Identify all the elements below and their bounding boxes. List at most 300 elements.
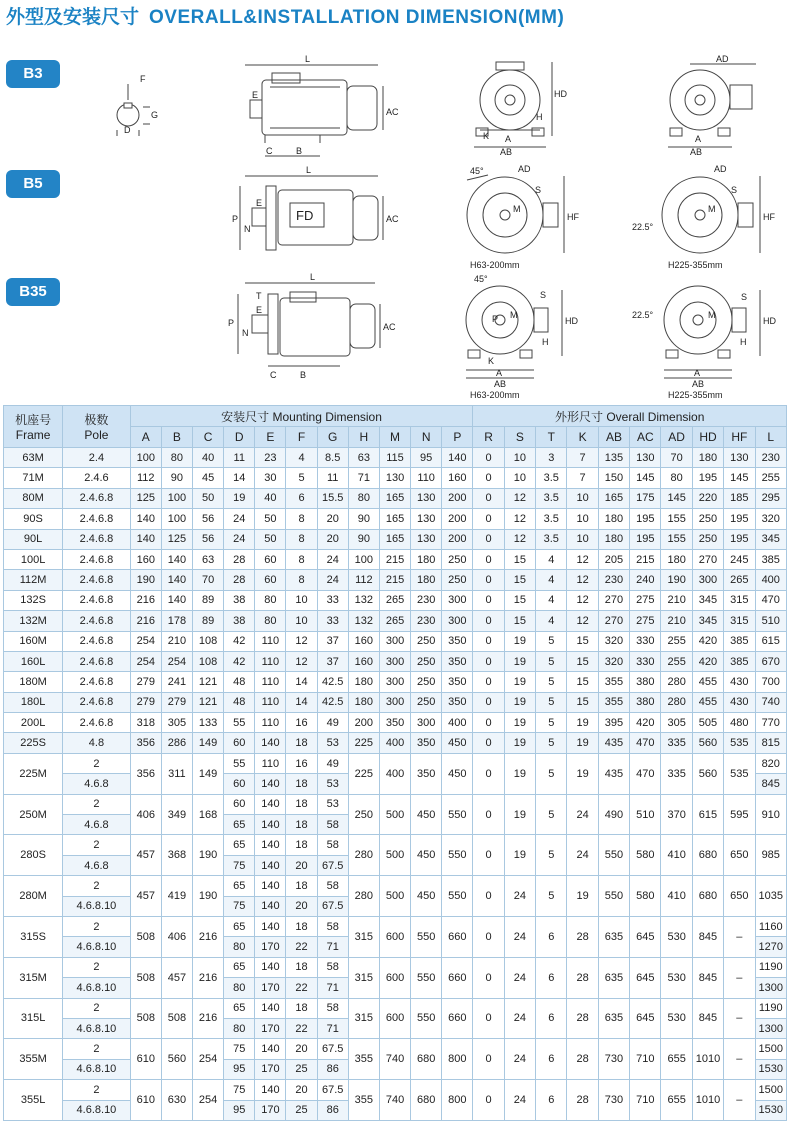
value-cell-l: 255: [755, 468, 787, 488]
value-cell-s: 19: [504, 692, 535, 712]
value-cell-k: 15: [567, 672, 598, 692]
value-cell-ab: 320: [598, 651, 629, 671]
table-row: [4, 957, 787, 977]
value-cell-f: 18: [286, 794, 317, 814]
column-header-k: K: [567, 427, 598, 448]
value-cell-t: 5: [536, 794, 567, 835]
value-cell-ab: 730: [598, 1039, 629, 1080]
value-cell-p: 200: [442, 509, 473, 529]
value-cell-hf: 265: [724, 570, 755, 590]
value-cell-c: 63: [193, 549, 224, 569]
value-cell-hd: 680: [692, 835, 723, 876]
column-header-r: R: [473, 427, 504, 448]
pole-cell: 2.4.6.8: [63, 549, 131, 569]
pole-cell: 2: [63, 957, 131, 977]
value-cell-m: 265: [379, 590, 410, 610]
value-cell-l: 1500: [755, 1039, 787, 1059]
value-cell-k: 15: [567, 692, 598, 712]
value-cell-e: 140: [255, 998, 286, 1018]
value-cell-g: 49: [317, 713, 348, 733]
value-cell-n: 300: [411, 713, 442, 733]
value-cell-d: 65: [224, 998, 255, 1018]
value-cell-m: 400: [379, 733, 410, 753]
value-cell-p: 350: [442, 631, 473, 651]
value-cell-k: 12: [567, 570, 598, 590]
value-cell-ad: 70: [661, 448, 692, 468]
value-cell-r: 0: [473, 468, 504, 488]
value-cell-r: 0: [473, 1080, 504, 1121]
frame-cell: 90L: [4, 529, 63, 549]
value-cell-ad: 530: [661, 916, 692, 957]
dimension-table: [3, 405, 787, 1121]
label-p-b35: P: [228, 318, 235, 328]
table-row: [4, 672, 787, 692]
value-cell-r: 0: [473, 1039, 504, 1080]
value-cell-p: 800: [442, 1080, 473, 1121]
value-cell-k: 12: [567, 549, 598, 569]
value-cell-n: 250: [411, 672, 442, 692]
label-a-b35: A: [496, 368, 503, 378]
label-c-b3: C: [266, 146, 273, 156]
value-cell-n: 230: [411, 590, 442, 610]
value-cell-e: 110: [255, 692, 286, 712]
value-cell-hf: 480: [724, 713, 755, 733]
value-cell-hd: 845: [692, 916, 723, 957]
b3-front-view-large-drawing: [668, 64, 756, 147]
pole-cell: 4.6.8.10: [63, 978, 131, 998]
label-d: D: [124, 125, 131, 135]
b5-flange-view-small-drawing: [467, 175, 564, 253]
value-cell-c: 254: [193, 1080, 224, 1121]
pole-cell: 2: [63, 876, 131, 896]
label-g: G: [151, 110, 159, 120]
value-cell-t: 6: [536, 1080, 567, 1121]
value-cell-a: 508: [130, 998, 161, 1039]
section-badge-b3: B3: [6, 60, 60, 88]
value-cell-f: 12: [286, 651, 317, 671]
value-cell-p: 160: [442, 468, 473, 488]
value-cell-h: 225: [348, 733, 379, 753]
value-cell-c: 45: [193, 468, 224, 488]
value-cell-m: 265: [379, 611, 410, 631]
column-header-t: T: [536, 427, 567, 448]
label-m-b5: M: [513, 204, 521, 214]
label-fd: FD: [296, 208, 314, 223]
value-cell-ab: 635: [598, 957, 629, 998]
value-cell-g: 58: [317, 835, 348, 855]
value-cell-e: 23: [255, 448, 286, 468]
value-cell-t: 4: [536, 590, 567, 610]
value-cell-a: 254: [130, 651, 161, 671]
value-cell-f: 25: [286, 1100, 317, 1120]
value-cell-f: 20: [286, 1080, 317, 1100]
value-cell-d: 14: [224, 468, 255, 488]
value-cell-m: 350: [379, 713, 410, 733]
value-cell-ab: 270: [598, 611, 629, 631]
value-cell-e: 110: [255, 713, 286, 733]
value-cell-d: 48: [224, 672, 255, 692]
pole-cell: 2.4.6: [63, 468, 131, 488]
value-cell-m: 740: [379, 1080, 410, 1121]
value-cell-f: 22: [286, 978, 317, 998]
label-e-b3: E: [252, 90, 259, 100]
value-cell-l: 1530: [755, 1100, 787, 1120]
pole-cell: 2.4.6.8: [63, 590, 131, 610]
value-cell-e: 110: [255, 753, 286, 773]
value-cell-e: 140: [255, 815, 286, 835]
value-cell-ac: 130: [630, 448, 661, 468]
value-cell-f: 18: [286, 774, 317, 794]
value-cell-h: 225: [348, 753, 379, 794]
value-cell-n: 250: [411, 651, 442, 671]
value-cell-t: 4: [536, 570, 567, 590]
value-cell-ab: 435: [598, 733, 629, 753]
label-l-b3: L: [305, 54, 311, 64]
value-cell-c: 56: [193, 509, 224, 529]
value-cell-f: 20: [286, 896, 317, 916]
value-cell-ac: 710: [630, 1039, 661, 1080]
value-cell-ad: 655: [661, 1039, 692, 1080]
frame-cell: 132M: [4, 611, 63, 631]
value-cell-hf: 185: [724, 488, 755, 508]
label-hd-b3: HD: [554, 89, 567, 99]
value-cell-p: 350: [442, 651, 473, 671]
value-cell-k: 24: [567, 794, 598, 835]
value-cell-d: 24: [224, 509, 255, 529]
value-cell-p: 250: [442, 570, 473, 590]
value-cell-hd: 220: [692, 488, 723, 508]
value-cell-t: 3.5: [536, 509, 567, 529]
table-row: [4, 529, 787, 549]
value-cell-g: 8.5: [317, 448, 348, 468]
value-cell-f: 12: [286, 631, 317, 651]
header-overall-dimension: 外形尺寸 Overall Dimension: [473, 406, 787, 427]
column-header-a: A: [130, 427, 161, 448]
value-cell-k: 28: [567, 916, 598, 957]
value-cell-ac: 645: [630, 957, 661, 998]
section-badge-b5: B5: [6, 170, 60, 198]
label-n-b35: N: [242, 328, 249, 338]
value-cell-l: 615: [755, 631, 787, 651]
value-cell-m: 115: [379, 448, 410, 468]
pole-cell: 2.4.6.8: [63, 509, 131, 529]
value-cell-d: 65: [224, 815, 255, 835]
value-cell-ac: 470: [630, 753, 661, 794]
value-cell-g: 67.5: [317, 855, 348, 875]
value-cell-a: 356: [130, 733, 161, 753]
value-cell-m: 500: [379, 876, 410, 917]
label-n-b5: N: [244, 224, 251, 234]
value-cell-k: 10: [567, 529, 598, 549]
value-cell-l: 320: [755, 509, 787, 529]
value-cell-b: 241: [161, 672, 192, 692]
frame-cell: 280M: [4, 876, 63, 917]
value-cell-ad: 280: [661, 672, 692, 692]
value-cell-r: 0: [473, 448, 504, 468]
label-hd-b35: HD: [565, 316, 578, 326]
value-cell-m: 165: [379, 529, 410, 549]
value-cell-ad: 530: [661, 998, 692, 1039]
value-cell-f: 14: [286, 692, 317, 712]
value-cell-s: 10: [504, 468, 535, 488]
value-cell-n: 550: [411, 998, 442, 1039]
value-cell-b: 311: [161, 753, 192, 794]
value-cell-h: 355: [348, 1039, 379, 1080]
value-cell-f: 8: [286, 570, 317, 590]
value-cell-k: 19: [567, 753, 598, 794]
table-row: [4, 876, 787, 896]
value-cell-t: 5: [536, 651, 567, 671]
value-cell-n: 680: [411, 1080, 442, 1121]
label-ad-b3: AD: [716, 54, 729, 64]
value-cell-r: 0: [473, 651, 504, 671]
value-cell-e: 140: [255, 733, 286, 753]
pole-cell: 4.6.8.10: [63, 1100, 131, 1120]
value-cell-e: 140: [255, 855, 286, 875]
value-cell-d: 38: [224, 611, 255, 631]
value-cell-ac: 380: [630, 692, 661, 712]
value-cell-l: 910: [755, 794, 787, 835]
value-cell-a: 216: [130, 590, 161, 610]
value-cell-n: 450: [411, 835, 442, 876]
value-cell-r: 0: [473, 957, 504, 998]
value-cell-e: 60: [255, 570, 286, 590]
frame-cell: 355L: [4, 1080, 63, 1121]
value-cell-c: 56: [193, 529, 224, 549]
value-cell-e: 30: [255, 468, 286, 488]
value-cell-p: 250: [442, 549, 473, 569]
column-header-hd: HD: [692, 427, 723, 448]
value-cell-e: 170: [255, 978, 286, 998]
b5-flange-view-large-drawing: [662, 176, 760, 253]
value-cell-d: 60: [224, 794, 255, 814]
value-cell-s: 19: [504, 835, 535, 876]
frame-cell: 180M: [4, 672, 63, 692]
pole-cell: 4.6.8.10: [63, 1059, 131, 1079]
table-row: [4, 549, 787, 569]
value-cell-m: 500: [379, 835, 410, 876]
value-cell-g: 24: [317, 570, 348, 590]
label-s2-b35: S: [741, 292, 748, 302]
label-m2-b35: M: [708, 310, 716, 320]
value-cell-hf: 245: [724, 549, 755, 569]
value-cell-f: 18: [286, 815, 317, 835]
pole-cell: 2: [63, 916, 131, 936]
value-cell-h: 315: [348, 957, 379, 998]
pole-cell: 2.4: [63, 448, 131, 468]
value-cell-r: 0: [473, 916, 504, 957]
value-cell-d: 95: [224, 1100, 255, 1120]
value-cell-c: 50: [193, 488, 224, 508]
value-cell-a: 318: [130, 713, 161, 733]
frame-cell: 315L: [4, 998, 63, 1039]
value-cell-s: 24: [504, 1080, 535, 1121]
value-cell-l: 1530: [755, 1059, 787, 1079]
value-cell-g: 53: [317, 733, 348, 753]
value-cell-p: 660: [442, 998, 473, 1039]
value-cell-ab: 355: [598, 672, 629, 692]
frame-cell: 71M: [4, 468, 63, 488]
value-cell-d: 75: [224, 1039, 255, 1059]
value-cell-m: 300: [379, 631, 410, 651]
value-cell-hd: 505: [692, 713, 723, 733]
value-cell-s: 19: [504, 631, 535, 651]
label-h63-b35: H63-200mm: [470, 390, 520, 400]
value-cell-ac: 275: [630, 611, 661, 631]
title-cn: 外型及安装尺寸: [6, 7, 140, 28]
value-cell-hf: 145: [724, 468, 755, 488]
pole-cell: 2.4.6.8: [63, 692, 131, 712]
pole-cell: 2.4.6.8: [63, 529, 131, 549]
value-cell-ab: 730: [598, 1080, 629, 1121]
table-row: [4, 631, 787, 651]
value-cell-a: 140: [130, 529, 161, 549]
value-cell-s: 19: [504, 753, 535, 794]
table-row: [4, 570, 787, 590]
column-header-b: B: [161, 427, 192, 448]
value-cell-hd: 845: [692, 957, 723, 998]
value-cell-c: 149: [193, 753, 224, 794]
value-cell-ab: 180: [598, 529, 629, 549]
value-cell-t: 5: [536, 753, 567, 794]
column-header-ab: AB: [598, 427, 629, 448]
value-cell-b: 286: [161, 733, 192, 753]
label-ac-b5: AC: [386, 214, 399, 224]
value-cell-b: 80: [161, 448, 192, 468]
value-cell-e: 170: [255, 1018, 286, 1038]
value-cell-p: 660: [442, 957, 473, 998]
value-cell-hd: 845: [692, 998, 723, 1039]
value-cell-f: 18: [286, 835, 317, 855]
value-cell-ac: 510: [630, 794, 661, 835]
value-cell-hd: 300: [692, 570, 723, 590]
value-cell-r: 0: [473, 488, 504, 508]
frame-cell: 315S: [4, 916, 63, 957]
value-cell-e: 110: [255, 672, 286, 692]
frame-cell: 315M: [4, 957, 63, 998]
value-cell-h: 90: [348, 509, 379, 529]
label-ad-b5: AD: [518, 164, 531, 174]
value-cell-n: 680: [411, 1039, 442, 1080]
value-cell-e: 140: [255, 876, 286, 896]
value-cell-r: 0: [473, 794, 504, 835]
value-cell-ad: 255: [661, 631, 692, 651]
column-header-f: F: [286, 427, 317, 448]
value-cell-e: 110: [255, 631, 286, 651]
value-cell-hd: 420: [692, 631, 723, 651]
column-header-d: D: [224, 427, 255, 448]
value-cell-b: 368: [161, 835, 192, 876]
value-cell-ab: 230: [598, 570, 629, 590]
dimension-drawings: [0, 0, 790, 400]
value-cell-hd: 1010: [692, 1080, 723, 1121]
label-ac-b35: AC: [383, 322, 396, 332]
value-cell-a: 190: [130, 570, 161, 590]
label-22-b35: 22.5°: [632, 310, 654, 320]
value-cell-c: 149: [193, 733, 224, 753]
value-cell-ab: 490: [598, 794, 629, 835]
value-cell-g: 37: [317, 651, 348, 671]
value-cell-f: 4: [286, 448, 317, 468]
pole-cell: 4.6.8.10: [63, 937, 131, 957]
value-cell-c: 216: [193, 998, 224, 1039]
value-cell-t: 3.5: [536, 488, 567, 508]
value-cell-ab: 550: [598, 835, 629, 876]
value-cell-l: 400: [755, 570, 787, 590]
value-cell-g: 71: [317, 937, 348, 957]
frame-cell: 280S: [4, 835, 63, 876]
value-cell-b: 508: [161, 998, 192, 1039]
column-header-e: E: [255, 427, 286, 448]
table-row: [4, 916, 787, 936]
frame-cell: 355M: [4, 1039, 63, 1080]
value-cell-s: 19: [504, 713, 535, 733]
value-cell-a: 279: [130, 672, 161, 692]
label-h63-b5: H63-200mm: [470, 260, 520, 270]
value-cell-e: 40: [255, 488, 286, 508]
value-cell-r: 0: [473, 998, 504, 1039]
value-cell-m: 600: [379, 916, 410, 957]
value-cell-c: 108: [193, 631, 224, 651]
value-cell-m: 400: [379, 753, 410, 794]
value-cell-d: 80: [224, 978, 255, 998]
value-cell-a: 125: [130, 488, 161, 508]
value-cell-a: 356: [130, 753, 161, 794]
value-cell-d: 80: [224, 1018, 255, 1038]
value-cell-r: 0: [473, 570, 504, 590]
value-cell-g: 67.5: [317, 896, 348, 916]
value-cell-e: 140: [255, 1080, 286, 1100]
value-cell-s: 12: [504, 529, 535, 549]
value-cell-s: 12: [504, 488, 535, 508]
value-cell-f: 18: [286, 733, 317, 753]
label-h2-b35: H: [740, 337, 747, 347]
value-cell-l: 1300: [755, 978, 787, 998]
value-cell-r: 0: [473, 611, 504, 631]
value-cell-c: 254: [193, 1039, 224, 1080]
value-cell-p: 400: [442, 713, 473, 733]
value-cell-s: 19: [504, 733, 535, 753]
value-cell-ab: 635: [598, 916, 629, 957]
value-cell-d: 55: [224, 753, 255, 773]
pole-cell: 2.4.6.8: [63, 631, 131, 651]
pole-cell: 2: [63, 794, 131, 814]
value-cell-r: 0: [473, 713, 504, 733]
value-cell-l: 1035: [755, 876, 787, 917]
value-cell-hf: 595: [724, 794, 755, 835]
value-cell-t: 3.5: [536, 468, 567, 488]
value-cell-p: 350: [442, 672, 473, 692]
value-cell-r: 0: [473, 876, 504, 917]
value-cell-l: 770: [755, 713, 787, 733]
value-cell-k: 28: [567, 1039, 598, 1080]
frame-cell: 112M: [4, 570, 63, 590]
label-e-b5: E: [256, 198, 263, 208]
value-cell-g: 58: [317, 876, 348, 896]
pole-cell: 2.4.6.8: [63, 611, 131, 631]
value-cell-s: 24: [504, 1039, 535, 1080]
column-header-c: C: [193, 427, 224, 448]
value-cell-h: 315: [348, 998, 379, 1039]
value-cell-d: 80: [224, 937, 255, 957]
table-row: [4, 468, 787, 488]
value-cell-a: 160: [130, 549, 161, 569]
value-cell-h: 355: [348, 1080, 379, 1121]
value-cell-s: 12: [504, 509, 535, 529]
value-cell-e: 170: [255, 1100, 286, 1120]
value-cell-h: 112: [348, 570, 379, 590]
value-cell-a: 216: [130, 611, 161, 631]
